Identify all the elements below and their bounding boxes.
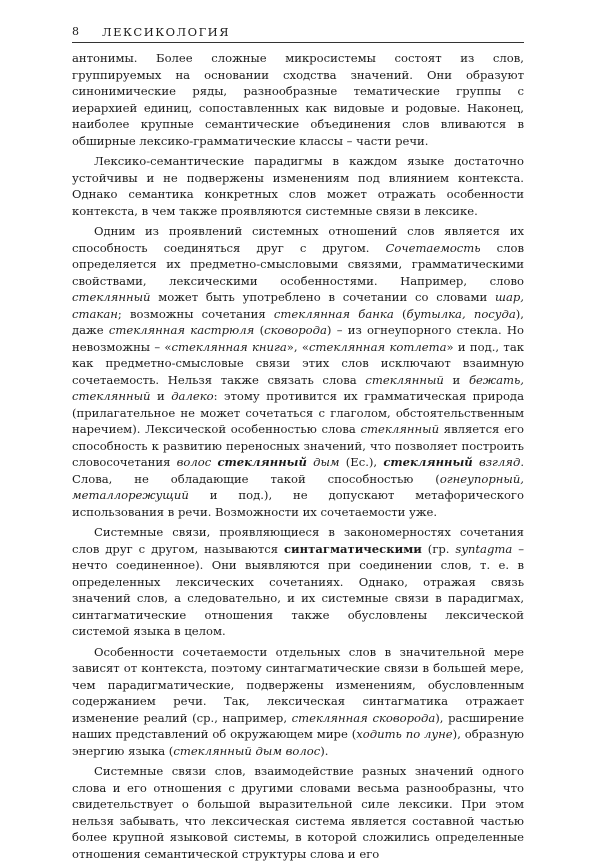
text-run: и под.), не допускают метафорического использования в речи. Возможности их сочетаемости уже. bbox=[72, 488, 524, 519]
italic-term: стеклянный bbox=[72, 290, 151, 304]
text-run: слов определяется их предметно-смысловыми связями, грамматическими свойствами, лексическими особенностями. Например, слово bbox=[72, 240, 524, 288]
text-run: ; возможны сочетания bbox=[117, 306, 274, 321]
text-run: Системные связи слов, взаимодействие разных значений одного слова и его отношения с другими словами весьма разнообразны, что свидетельствует о большой выразительной силе лексики. При этом нельзя забывать, что лексическая система является составной частью более крупной языковой системы, в которой сложились определенные отношения семантической структуры слова и его bbox=[72, 764, 524, 861]
paragraph bbox=[72, 153, 524, 219]
text-run: ), образную энергию языка ( bbox=[72, 727, 525, 758]
italic-term: волос bbox=[176, 455, 218, 469]
italic-term: Сочетаемость bbox=[385, 240, 481, 255]
bold-term: синтагматическими bbox=[284, 541, 422, 556]
bold-italic-term: стеклянный bbox=[217, 455, 307, 469]
italic-term: стеклянная банка bbox=[273, 306, 394, 321]
italic-term: бежать, стеклянный bbox=[72, 372, 524, 403]
text-run: – нечто соединенное). Они выявляются при соединении слов, т. е. в определенных лексических сочетаниях. Однако, отражая связь значений слов, а следовательно, и их системные связи в парадигмах, синтагматические отношения также обусловлены лексической системой языка в целом. bbox=[72, 541, 525, 638]
italic-term: стеклянная книга bbox=[171, 339, 287, 354]
text-run: антонимы. Более сложные микросистемы состоят из слов, группируемых на основании сходства значений. Они образуют синонимические ряды, разнообразные тематические группы с иерархией единиц, сопоставленных как видовые и родовые. Наконец, наиболее крупные семантические объединения слов вливаются в обширные лексико-грамматические классы – части речи. bbox=[72, 51, 524, 148]
text-run: ). bbox=[320, 743, 329, 758]
text-run: является его способность к развитию переносных значений, что позволяет построить словосочетания bbox=[72, 422, 525, 469]
italic-term: бутылка, посуда bbox=[406, 306, 516, 321]
text-run: Лексико-семантические парадигмы в каждом языке достаточно устойчивы и не подвержены изменениям под влиянием контекста. Однако семантика конкретных слов может отражать особенности контекста, в чем также проявляются системные связи в лексике. bbox=[72, 154, 524, 218]
bold-italic-term: стеклянный bbox=[383, 455, 473, 469]
text-run: и bbox=[443, 372, 469, 387]
text-run: Системные связи, проявляющиеся в закономерностях сочетания слов друг с другом, называются bbox=[72, 525, 524, 556]
italic-term: стеклянный bbox=[360, 422, 440, 436]
paragraph bbox=[72, 50, 524, 149]
text-run: Одним из проявлений системных отношений слов является их способность соединяться друг с другом. bbox=[72, 224, 524, 255]
running-header bbox=[72, 22, 524, 43]
italic-term: взгляд bbox=[472, 455, 521, 469]
italic-term: ходить по луне bbox=[356, 727, 453, 741]
italic-term: шар, стакан bbox=[72, 290, 524, 321]
text-run: ), расширение наших представлений об окружающем мире ( bbox=[72, 710, 525, 741]
text-run: ) – из огнеупорного стекла. Но невозможны – « bbox=[72, 323, 524, 354]
paragraph bbox=[72, 644, 524, 760]
italic-term: стеклянная котлета bbox=[308, 339, 447, 354]
italic-term: дым bbox=[306, 455, 340, 469]
text-run: ( bbox=[393, 306, 407, 321]
text-run: : этому противится их грамматическая природа (прилагательное не может сочетаться с глаголом, обстоятельственным наречием). Лексической особенностью слова bbox=[72, 389, 524, 436]
italic-term: стеклянная сковорода bbox=[291, 710, 436, 725]
text-run: ), даже bbox=[72, 306, 524, 337]
italic-term: стеклянный дым волос bbox=[173, 743, 321, 758]
italic-term: огнеупорный, металлорежущий bbox=[72, 471, 524, 502]
running-title: ЛЕКСИКОЛОГИЯ bbox=[102, 25, 231, 39]
text-run: Особенности сочетаемости отдельных слов в значительной мере зависят от контекста, поэтому синтагматические связи в большей мере, чем парадигматические, подвержены изменениям, обусловленным содержанием речи. Так, лексическая синтагматика отражает изменение реалий (ср., например, bbox=[72, 644, 524, 725]
italic-term: далеко bbox=[171, 389, 214, 403]
text-run: (Ес.), bbox=[339, 455, 384, 469]
italic-term: стеклянный bbox=[365, 372, 444, 387]
paragraph bbox=[72, 763, 524, 862]
italic-term: стеклянная кастрюля bbox=[108, 323, 255, 337]
italic-term: syntagma bbox=[455, 541, 513, 556]
text-run: . Слова, не обладающие такой способностью ( bbox=[72, 455, 524, 486]
text-run: ( bbox=[254, 323, 265, 337]
italic-term: сковорода bbox=[264, 323, 327, 337]
body-text bbox=[72, 50, 524, 862]
text-run: может быть употреблено в сочетании со словами bbox=[150, 290, 495, 304]
paragraph bbox=[72, 223, 524, 520]
page-number: 8 bbox=[72, 25, 81, 38]
text-run: », « bbox=[286, 339, 309, 354]
paragraph bbox=[72, 524, 524, 640]
text-run: » и под., так как предметно-смысловые связи этих слов исключают взаимную сочетаемость. Нельзя также связать слова bbox=[72, 339, 524, 387]
text-run: (гр. bbox=[421, 541, 456, 556]
text-run: и bbox=[150, 389, 172, 403]
